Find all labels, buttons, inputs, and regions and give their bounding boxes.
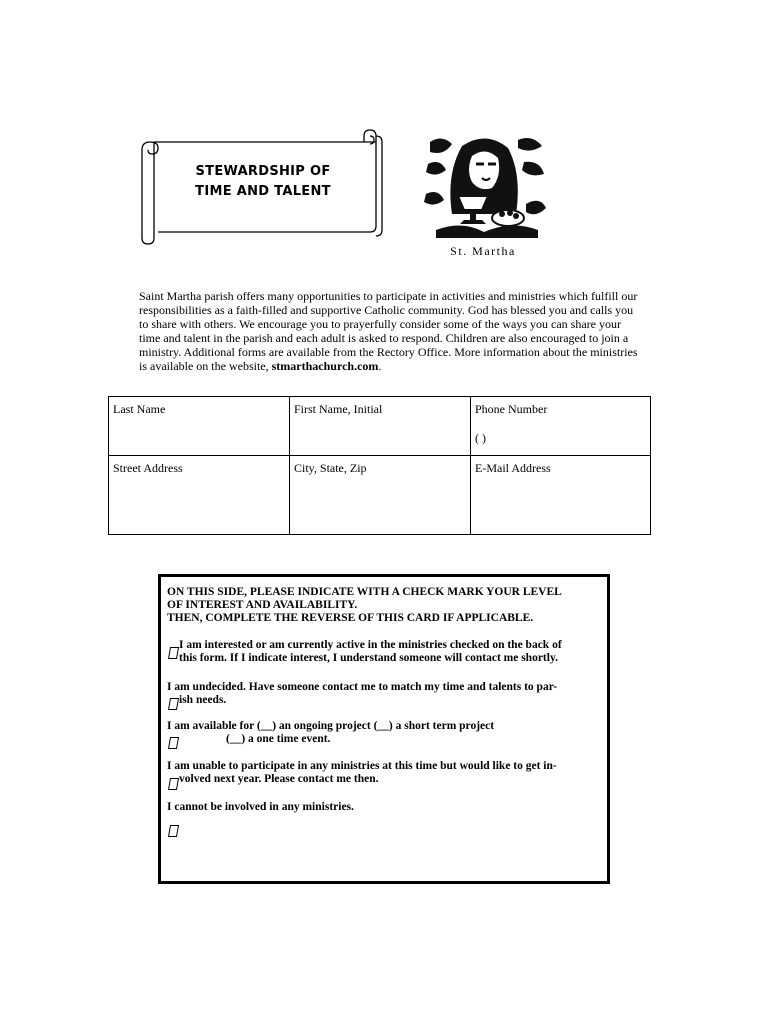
option-undecided-line2: ish needs.	[179, 694, 227, 706]
heading-line2: OF INTEREST AND AVAILABILITY.	[167, 599, 358, 611]
banner-title-line1: STEWARDSHIP OF	[195, 164, 331, 179]
phone-area-code: ( )	[475, 431, 486, 445]
phone-field[interactable]	[471, 397, 651, 456]
option-next-year-line1: I am unable to participate in any ministries at this time but would like to get in-	[167, 760, 557, 772]
contact-info-table	[108, 396, 651, 535]
street-address-label: Street Address	[113, 461, 183, 475]
banner-title-line2: TIME AND TALENT	[195, 184, 331, 199]
first-name-field[interactable]	[290, 397, 471, 456]
intro-paragraph	[139, 289, 639, 373]
table-row	[109, 397, 651, 456]
city-state-zip-field[interactable]	[290, 456, 471, 535]
st-martha-logo	[422, 134, 548, 240]
phone-label: Phone Number	[475, 402, 548, 416]
option-not-involved	[167, 801, 601, 814]
heading-line1: ON THIS SIDE, PLEASE INDICATE WITH A CHECK MARK YOUR LEVEL	[167, 586, 562, 598]
option-available	[167, 720, 601, 746]
checkbox-undecided[interactable]	[168, 698, 179, 710]
option-available-line2: (__) a one time event.	[226, 733, 331, 745]
option-interested	[167, 639, 601, 665]
first-name-label: First Name, Initial	[294, 402, 383, 416]
option-not-involved-line1: I cannot be involved in any ministries.	[167, 801, 354, 813]
last-name-label: Last Name	[113, 402, 166, 416]
heading-line3: THEN, COMPLETE THE REVERSE OF THIS CARD IF APPLICABLE.	[167, 612, 534, 624]
last-name-field[interactable]	[109, 397, 290, 456]
option-interested-line1: I am interested or am currently active in the ministries checked on the back of	[179, 639, 562, 651]
option-interested-line2: this form. If I indicate interest, I understand someone will contact me shortly.	[179, 652, 558, 664]
interest-heading	[167, 586, 601, 625]
email-label: E-Mail Address	[475, 461, 551, 475]
option-available-line1: I am available for (__) an ongoing project (__) a short term project	[167, 720, 495, 732]
street-address-field[interactable]	[109, 456, 290, 535]
checkbox-next-year[interactable]	[168, 778, 179, 790]
option-undecided	[167, 681, 601, 707]
city-state-zip-label: City, State, Zip	[294, 461, 367, 475]
intro-end: .	[378, 359, 382, 373]
option-next-year	[167, 760, 601, 786]
logo-caption: St. Martha	[450, 244, 516, 258]
website-link[interactable]: stmarthachurch.com	[271, 359, 379, 373]
interest-box	[158, 574, 610, 884]
checkbox-available[interactable]	[168, 737, 179, 749]
email-field[interactable]	[471, 456, 651, 535]
option-next-year-line2: volved next year. Please contact me then.	[179, 773, 379, 785]
table-row	[109, 456, 651, 535]
option-undecided-line1: I am undecided. Have someone contact me to match my time and talents to par-	[167, 681, 558, 693]
intro-text: Saint Martha parish offers many opportunities to participate in activities and ministries which fulfill our responsibilities as a faith-filled and supportive Catholic community. God has blessed you and calls you to share with others. We encourage you to prayerfully consider some of the ways you can share your time and talent in the parish and each adult is asked to respond. Children are also encouraged to join a ministry. Additional forms are available from the Rectory Office. More information about the ministries is available on the website,	[139, 289, 638, 373]
checkbox-not-involved[interactable]	[168, 825, 179, 837]
